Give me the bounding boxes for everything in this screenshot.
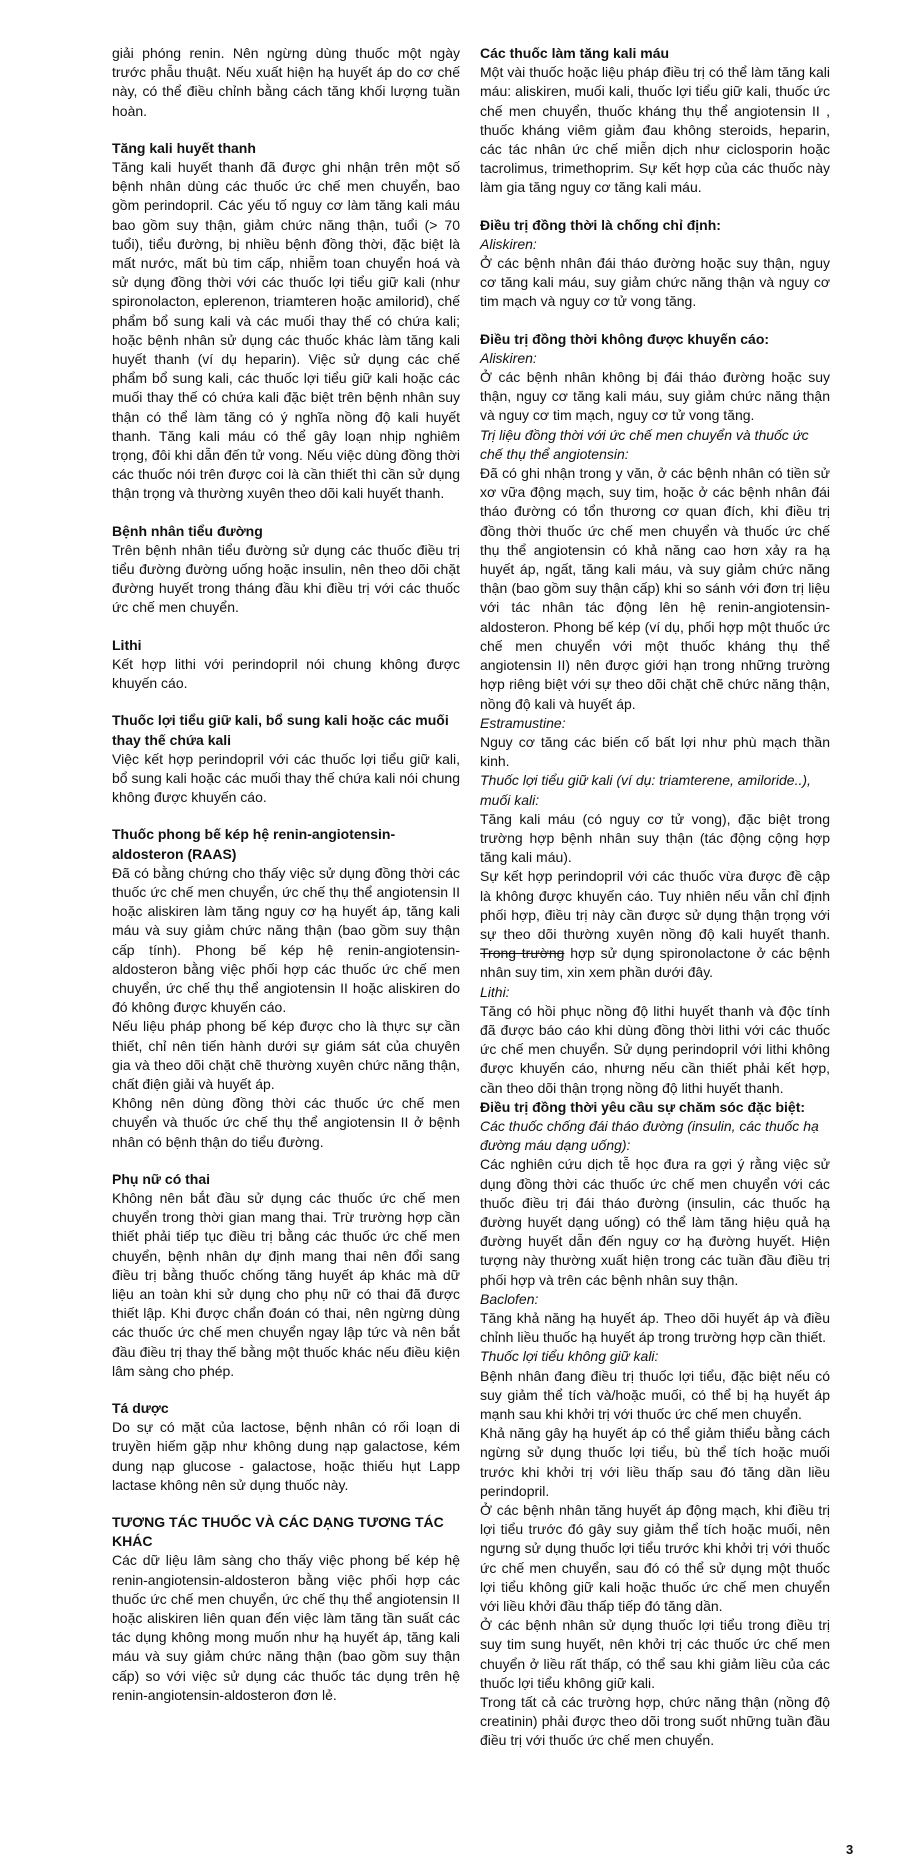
lithium-heading: Lithi: [112, 636, 142, 653]
hyperkalemia-heading: Tăng kali huyết thanh: [112, 139, 256, 156]
estramustine-label: Estramustine:: [480, 714, 566, 731]
spironolactone-note: hợp sử dụng spironolactone ở các bệnh nhân suy tim, xin xem phần dưới đây.: [480, 945, 831, 981]
potassium-heading: Thuốc lợi tiểu giữ kali, bổ sung kali hoặc các muối thay thế chứa kali: [112, 712, 449, 748]
right-column: [480, 44, 830, 1751]
pregnancy-heading: Phụ nữ có thai: [112, 1170, 211, 1187]
raise-potassium-heading: Các thuốc làm tăng kali máu: [480, 45, 670, 61]
left-column: [112, 44, 460, 1705]
diuretic-paragraph-4: Ở các bệnh nhân sử dụng thuốc lợi tiểu trong điều trị suy tim sung huyết, nên khởi trị các thuốc ức chế men chuyển ở liều rất thấp, có thể sau khi giảm liều của các thuốc lợi tiểu không giữ kali.: [480, 1617, 830, 1691]
excipient-heading: Tá dược: [112, 1400, 169, 1416]
diuretic-paragraph-3: Ở các bệnh nhân tăng huyết áp động mạch, khi điều trị lợi tiểu trước đó gây suy giảm thể tích hoặc muối, nên ngưng sử dụng thuốc lợi tiểu trước khi khởi trị với thuốc ức chế men chuyển, sau đó có thể sử dụng một thuốc lợi tiểu không giữ kali hoặc thuốc ức chế men chuyển với liều khởi đầu thấp tiếp đó tăng dần.: [480, 1502, 830, 1615]
diabetes-paragraph: Trên bệnh nhân tiểu đường sử dụng các thuốc điều trị tiểu đường đường uống hoặc insulin, nên theo dõi chặt đường huyết trong tháng đầu khi điều trị với các thuốc ức chế men chuyển.: [112, 541, 460, 616]
lithium-label: Lithi:: [480, 983, 510, 1000]
interactions-heading: TƯƠNG TÁC THUỐC VÀ CÁC DẠNG TƯƠNG TÁC KHÁC: [112, 1514, 444, 1550]
dual-therapy-label: Trị liệu đồng thời với ức chế men chuyển và thuốc ức chế thụ thể angiotensin:: [480, 426, 809, 462]
estramustine-paragraph: Nguy cơ tăng các biến cố bất lợi như phù mạch thần kinh.: [480, 733, 830, 770]
baclofen-label: Baclofen:: [480, 1290, 539, 1307]
not-recommended-heading: Điều trị đồng thời không được khuyến cáo:: [480, 330, 770, 347]
potassium-sparing-label: Thuốc lợi tiểu giữ kali (ví dụ: triamterene, amiloride..), muối kali:: [480, 772, 811, 808]
diuretic-paragraph-5: Trong tất cả các trường hợp, chức năng thận (nồng độ creatinin) phải được theo dõi trong suốt những tuần đầu điều trị với thuốc ức chế men chuyển.: [480, 1694, 830, 1749]
non-potassium-sparing-label: Thuốc lợi tiểu không giữ kali:: [480, 1348, 659, 1365]
diuretic-paragraph-2: Khả năng gây hạ huyết áp có thể giảm thiểu bằng cách ngừng sử dụng thuốc lợi tiểu, bù thể tích hoặc muối trước khi khởi trị với liều thấp sau đó tăng dần liều perindopril.: [480, 1425, 830, 1499]
potassium-paragraph: Việc kết hợp perindopril với các thuốc lợi tiểu giữ kali, bổ sung kali hoặc các muối thay thế chứa kali nói chung không được khuyến cáo.: [112, 750, 460, 806]
dual-therapy-paragraph: Đã có ghi nhận trong y văn, ở các bệnh nhân có tiền sử xơ vữa động mạch, suy tim, hoặc ở các bệnh nhân đái tháo đường có tổn thương cơ quan đích, khi điều trị đồng thời thuốc ức chế men chuyển và thuốc ức chế thụ thể angiotensin có khả năng cao hơn xảy ra hạ huyết áp, ngất, tăng kali máu, và suy giảm chức năng thận (bao gồm suy thận cấp) khi so sánh với đơn trị liệu với tác nhân tác động lên hệ renin-angiotensin-aldosteron. Phong bế kép (ví dụ, phối hợp một thuốc ức chế men chuyển với một thuốc kháng thụ thể angiotensin II) nên được giới hạn trong những trường hợp riêng biệt với sự theo dõi chặt chẽ chức năng thận, nồng độ kali và huyết áp.: [480, 465, 830, 712]
special-care-heading: Điều trị đồng thời yêu cầu sự chăm sóc đặc biệt:: [480, 1098, 806, 1115]
raas-paragraph-2: Nếu liệu pháp phong bế kép được cho là thực sự cần thiết, chỉ nên tiến hành dưới sự giám sát của chuyên gia và theo dõi chặt chẽ thường xuyên chức năng thận, chất điện giải và huyết áp.: [112, 1018, 460, 1092]
page-number: 3: [846, 1842, 854, 1857]
not-recommended-aliskiren-paragraph: Ở các bệnh nhân không bị đái tháo đường hoặc suy thận, nguy cơ tăng kali máu, suy giảm chức năng thận và nguy cơ tim mạch, nguy cơ tử vong tăng.: [480, 369, 830, 424]
combination-warning-text: Sự kết hợp perindopril với các thuốc vừa được đề cập là không được khuyến cáo. Tuy nhiên nếu vẫn chỉ định phối hợp, điều trị này cần được sử dụng thận trọng với sự theo dõi thường xuyên nồng độ kali huyết thanh.: [480, 868, 830, 942]
interactions-paragraph: Các dữ liệu lâm sàng cho thấy việc phong bế kép hệ renin-angiotensin-aldosteron bằng việc phối hợp các thuốc ức chế men chuyển, ức chế thụ thể angiotensin II hoặc aliskiren liên quan đến việc làm tăng tần suất các tác dụng không mong muốn như hạ huyết áp, tăng kali máu và suy giảm chức năng thận (bao gồm suy thận cấp) so với việc sử dụng các thuốc tác dụng trên hệ renin-angiotensin-aldosteron đơn lẻ.: [112, 1552, 460, 1703]
raise-potassium-paragraph: Một vài thuốc hoặc liệu pháp điều trị có thể làm tăng kali máu: aliskiren, muối kali, thuốc lợi tiểu giữ kali, thuốc ức chế men chuyển, thuốc kháng thụ thể angiotensin II , thuốc kháng viêm giảm đau không steroids, heparin, các tác nhân ức chế miễn dịch như ciclosporin hoặc tacrolimus, trimethoprim. Sự kết hợp của các thuốc này làm gia tăng nguy cơ tăng kali máu.: [480, 64, 830, 196]
combination-warning-paragraph: [480, 867, 830, 982]
not-recommended-aliskiren-label: Aliskiren:: [480, 349, 537, 366]
antidiabetic-paragraph: Các nghiên cứu dịch tễ học đưa ra gợi ý rằng việc sử dụng đồng thời các thuốc ức chế men chuyển với các thuốc điều trị đái tháo đường (insulin, các thuốc hạ đường huyết dạng uống) có thể làm tăng hiệu quả hạ đường huyết dẫn đến nguy cơ hạ đường huyết. Hiện tượng này thường xuất hiện trong các tuần đầu điều trị phối hợp và trên các bệnh nhân suy thận.: [480, 1156, 830, 1288]
diuretic-paragraph-1: Bệnh nhân đang điều trị thuốc lợi tiểu, đặc biệt nếu có suy giảm thể tích và/hoặc muối, có thể bị hạ huyết áp mạnh sau khi khởi trị với thuốc ức chế men chuyển.: [480, 1367, 830, 1423]
intro-paragraph: giải phóng renin. Nên ngừng dùng thuốc một ngày trước phẫu thuật. Nếu xuất hiện hạ huyết áp do cơ chế này, có thể điều chỉnh bằng cách tăng khối lượng tuần hoàn.: [112, 45, 460, 119]
contraindicated-aliskiren-label: Aliskiren:: [480, 235, 537, 252]
raas-paragraph-1: Đã có bằng chứng cho thấy việc sử dụng đồng thời các thuốc ức chế men chuyển, ức chế thụ thể angiotensin II hoặc aliskiren làm tăng nguy cơ hạ huyết áp, tăng kali máu và suy giảm chức năng thận (bao gồm suy thận cấp tính). Phong bế kép hệ renin-angiotensin-aldosteron bằng việc phối hợp các thuốc ức chế men chuyển, ức chế thụ thể angiotensin II hoặc aliskiren do đó không được khuyến cáo.: [112, 864, 460, 1016]
potassium-sparing-paragraph: Tăng kali máu (có nguy cơ tử vong), đặc biệt trong trường hợp bệnh nhân suy thận (tác động cộng hợp tăng kali máu).: [480, 810, 830, 866]
antidiabetic-label: Các thuốc chống đái tháo đường (insulin, các thuốc hạ đường máu dạng uống):: [480, 1117, 819, 1154]
hyperkalemia-paragraph: Tăng kali huyết thanh đã được ghi nhận trên một số bệnh nhân dùng các thuốc ức chế men chuyển, bao gồm perindopril. Các yếu tố nguy cơ làm tăng kali máu bao gồm suy thận, giảm chức năng thận, tuổi (> 70 tuổi), tiểu đường, bị nhiều bệnh đồng thời, đặc biệt là mất nước, mất bù tim cấp, nhiễm toan chuyển hoá và sử dụng đồng thời với các thuốc lợi tiểu giữ kali (như spironolacton, eplerenon, triamteren hoặc amilorid), chế phẩm bổ sung kali và các muối thay thế có chứa kali; hoặc bệnh nhân sử dụng các thuốc khác làm tăng kali huyết thanh (ví dụ heparin). Việc sử dụng các chế phẩm bổ sung kali, các thuốc lợi tiểu giữ kali hoặc các muối thay thế có chứa kali đặc biệt trên bệnh nhân suy thận có thể làm tăng có ý nghĩa nồng độ kali huyết thanh. Tăng kali máu có thể gây loạn nhịp nghiêm trọng, đôi khi dẫn đến tử vong. Nếu việc dùng đồng thời các thuốc nói trên được coi là cần thiết thì cần sử dụng thận trọng và thường xuyên theo dõi kali huyết thanh.: [112, 159, 460, 502]
contraindicated-aliskiren-paragraph: Ở các bệnh nhân đái tháo đường hoặc suy thận, nguy cơ tăng kali máu, suy giảm chức năng thận và nguy cơ tim mạch và nguy cơ tử vong tăng.: [480, 255, 830, 310]
raas-paragraph-3: Không nên dùng đồng thời các thuốc ức chế men chuyển và thuốc ức chế thụ thể angiotensin II ở bệnh nhân có bệnh thận do tiểu đường.: [112, 1095, 460, 1150]
pregnancy-paragraph: Không nên bắt đầu sử dụng các thuốc ức chế men chuyển trong thời gian mang thai. Trừ trường hợp cần thiết phải tiếp tục điều trị bằng các thuốc ức chế men chuyển, bệnh nhân dự định mang thai nên đổi sang điều trị bằng thuốc chống tăng huyết áp khác mà dữ liệu an toàn khi sử dụng cho phụ nữ có thai đã được thiết lập. Khi được chẩn đoán có thai, nên ngừng dùng các thuốc ức chế men chuyển ngay lập tức và nên bắt đầu điều trị thay thế bằng một thuốc khác nếu điều kiện lâm sàng cho phép.: [112, 1189, 460, 1379]
struck-through-text: Trong trường: [480, 945, 565, 962]
lithium-interaction-paragraph: Tăng có hồi phục nồng độ lithi huyết thanh và độc tính đã được báo cáo khi dùng đồng thời lithi với các thuốc ức chế men chuyển. Sử dụng perindopril với lithi không được khuyến cáo, nhưng nếu cần thiết phải kết hợp, cần theo dõi thận trọng nồng độ lithi huyết thanh.: [480, 1002, 830, 1096]
excipient-paragraph: Do sự có mặt của lactose, bệnh nhân có rối loạn di truyền hiếm gặp như không dung nạp galactose, kém dung nạp glucose - galactose, hoặc thiếu hụt Lapp lactase không nên sử dụng thuốc này.: [112, 1419, 460, 1493]
contraindicated-heading: Điều trị đồng thời là chống chỉ định:: [480, 216, 721, 233]
diabetes-heading: Bệnh nhân tiểu đường: [112, 522, 263, 539]
lithium-paragraph: Kết hợp lithi với perindopril nói chung không được khuyến cáo.: [112, 655, 460, 692]
baclofen-paragraph: Tăng khả năng hạ huyết áp. Theo dõi huyết áp và điều chỉnh liều thuốc hạ huyết áp trong trường hợp cần thiết.: [480, 1310, 830, 1346]
raas-heading: Thuốc phong bế kép hệ renin-angiotensin-aldosteron (RAAS): [112, 826, 396, 862]
